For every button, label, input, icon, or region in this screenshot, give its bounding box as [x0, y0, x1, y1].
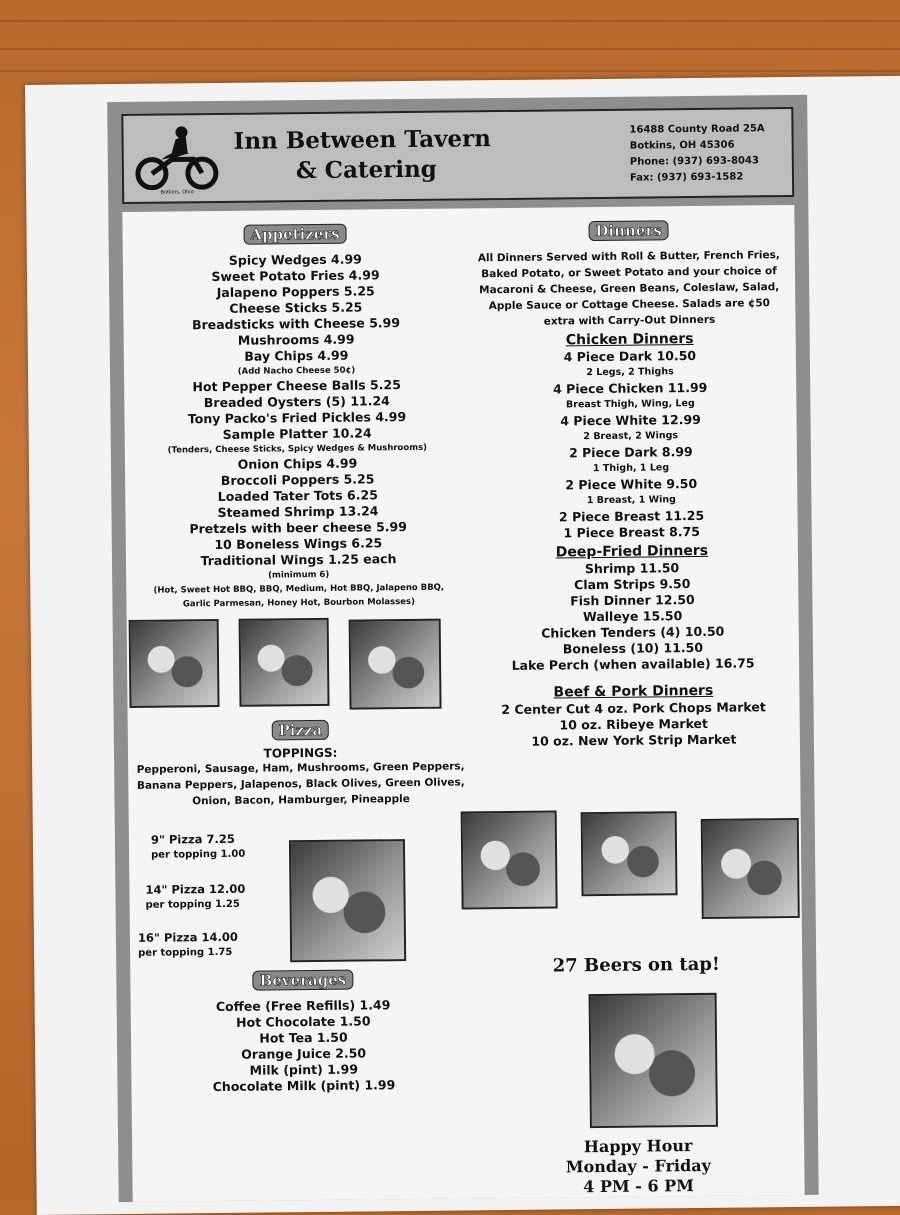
appetizer-photo-1 — [129, 619, 220, 708]
pizza-title: Pizza — [271, 720, 329, 741]
dinner-photo-3 — [701, 818, 800, 919]
appetizer-item: Bay Chips 4.99 — [244, 347, 349, 364]
deep-fried-dinner-item: Chicken Tenders (4) 10.50 — [541, 623, 725, 641]
beverage-item: Hot Chocolate 1.50 — [236, 1013, 371, 1030]
appetizer-item: Mushrooms 4.99 — [237, 331, 355, 348]
appetizer-item: Jalapeno Poppers 5.25 — [216, 283, 375, 301]
chicken-dinner-item: 1 Piece Breast 8.75 — [563, 523, 701, 541]
city: Botkins, OH 45306 — [629, 139, 735, 152]
appetizer-item: Loaded Tater Tots 6.25 — [217, 487, 378, 505]
appetizer-note: Garlic Parmesan, Honey Hot, Bourbon Molasses) — [182, 596, 416, 610]
menu-paper — [25, 76, 900, 1215]
deep-fried-title: Deep-Fried Dinners — [555, 542, 709, 561]
appetizers-title: Appetizers — [243, 224, 346, 245]
title-line-2: & Catering — [295, 155, 437, 185]
chicken-dinner-item: 4 Piece Dark 10.50 — [563, 347, 697, 365]
appetizer-item: Sweet Potato Fries 4.99 — [211, 267, 380, 285]
appetizer-item: Spicy Wedges 4.99 — [228, 251, 362, 268]
chicken-dinners-title: Chicken Dinners — [565, 331, 694, 349]
pizza-size-price: 16" Pizza 14.00 — [137, 929, 238, 945]
appetizer-item: Breadsticks with Cheese 5.99 — [191, 315, 401, 333]
dinners-title: Dinners — [588, 220, 669, 241]
dinners-description: All Dinners Served with Roll & Butter, French Fries, Baked Potato, or Sweet Potato and your choice of Macaroni & Cheese, Green Beans, Coleslaw, Salad, Apple Sauce or Cottage Cheese. Salads are ¢50 extra with Carry-Out Dinners — [477, 249, 780, 328]
left-column — [122, 208, 471, 1095]
pizza-topping-price: per topping 1.25 — [145, 898, 240, 911]
appetizer-photo-3 — [349, 619, 442, 710]
right-column — [462, 205, 800, 1197]
deep-fried-dinner-item: Walleye 15.50 — [582, 608, 683, 625]
deep-fried-dinner-item: Fish Dinner 12.50 — [570, 592, 695, 609]
beer-photo — [589, 993, 718, 1128]
menu-frame — [107, 95, 818, 1202]
dinner-photo-1 — [461, 810, 558, 909]
chicken-dinner-note: Breast Thigh, Wing, Leg — [565, 398, 695, 411]
pizza-photo — [289, 839, 406, 962]
appetizer-note: (Tenders, Cheese Sticks, Spicy Wedges & Mushrooms) — [167, 442, 428, 456]
beverage-item: Coffee (Free Refills) 1.49 — [215, 997, 391, 1015]
pizza-topping-price: per topping 1.00 — [151, 848, 246, 861]
beverages-list — [131, 996, 477, 1096]
chicken-dinner-item: 4 Piece White 12.99 — [560, 411, 701, 429]
chicken-dinner-note: 1 Breast, 1 Wing — [586, 494, 676, 507]
deep-fried-list — [466, 559, 799, 674]
contact-info — [629, 121, 780, 187]
appetizer-item: Sample Platter 10.24 — [222, 425, 372, 442]
chicken-dinner-item: 4 Piece Chicken 11.99 — [553, 379, 708, 397]
logo-caption: Botkins, Ohio — [160, 189, 194, 196]
chicken-dinner-item: 2 Piece Dark 8.99 — [568, 444, 693, 461]
restaurant-title — [233, 124, 491, 187]
pizza-size-price: 9" Pizza 7.25 — [150, 831, 235, 847]
beverage-item: Hot Tea 1.50 — [259, 1029, 348, 1046]
deep-fried-dinner-item: Clam Strips 9.50 — [574, 576, 691, 593]
appetizer-item: Traditional Wings 1.25 each — [200, 551, 397, 569]
pizza-size-row — [151, 831, 246, 864]
title-line-1: Inn Between Tavern — [233, 125, 492, 155]
menu-content — [122, 205, 804, 1202]
chicken-dinner-item: 2 Piece Breast 11.25 — [558, 507, 705, 525]
dinner-photo-2 — [581, 811, 678, 896]
fax: Fax: (937) 693-1582 — [629, 171, 744, 184]
deep-fried-dinner-item: Boneless (10) 11.50 — [562, 639, 704, 657]
appetizer-item: Hot Pepper Cheese Balls 5.25 — [192, 377, 401, 395]
happy-hour-title: Happy Hour — [583, 1136, 693, 1157]
appetizer-note: (minimum 6) — [268, 569, 330, 581]
pizza-size-row — [138, 929, 238, 962]
chicken-dinners-list — [464, 347, 798, 542]
happy-hour-time: 4 PM - 6 PM — [583, 1176, 694, 1197]
topping-line: Onion, Bacon, Hamburger, Pineapple — [192, 793, 410, 808]
appetizer-note: (Add Nacho Cheese 50¢) — [237, 365, 356, 377]
beef-pork-title: Beef & Pork Dinners — [553, 682, 714, 701]
phone: Phone: (937) 693-8043 — [629, 155, 759, 168]
appetizer-item: Breaded Oysters (5) 11.24 — [203, 393, 390, 411]
chicken-dinner-note: 2 Legs, 2 Thighs — [586, 366, 674, 379]
beverage-item: Chocolate Milk (pint) 1.99 — [212, 1077, 396, 1095]
deep-fried-dinner-item: Lake Perch (when available) 16.75 — [511, 655, 755, 673]
beef-pork-dinner-item: 2 Center Cut 4 oz. Pork Chops Market — [501, 699, 766, 718]
motorcycle-logo-icon — [131, 123, 222, 196]
chicken-dinner-item: 2 Piece White 9.50 — [565, 475, 698, 493]
chicken-dinner-note: 2 Breast, 2 Wings — [583, 430, 679, 443]
appetizer-item: Broccoli Poppers 5.25 — [220, 471, 375, 488]
menu-header — [121, 107, 794, 204]
happy-hour-days: Monday - Friday — [565, 1155, 711, 1177]
beef-pork-list — [467, 699, 799, 750]
appetizers-list — [123, 250, 472, 612]
appetizer-photo-2 — [239, 618, 330, 707]
appetizer-item: Steamed Shrimp 13.24 — [217, 503, 379, 521]
pizza-size-price: 14" Pizza 12.00 — [145, 881, 246, 897]
beverage-item: Milk (pint) 1.99 — [249, 1061, 359, 1078]
appetizer-item: Onion Chips 4.99 — [237, 455, 358, 472]
appetizer-item: Pretzels with beer cheese 5.99 — [189, 519, 407, 537]
deep-fried-dinner-item: Shrimp 11.50 — [584, 560, 680, 577]
toppings-label: TOPPINGS: — [263, 745, 338, 761]
address: 16488 County Road 25A — [629, 123, 765, 136]
appetizer-item: Cheese Sticks 5.25 — [229, 299, 363, 316]
beef-pork-dinner-item: 10 oz. New York Strip Market — [531, 731, 737, 749]
appetizer-note: (Hot, Sweet Hot BBQ, BBQ, Medium, Hot BBQ, Jalapeno BBQ, — [153, 582, 445, 596]
appetizer-item: 10 Boneless Wings 6.25 — [214, 535, 383, 553]
chicken-dinner-note: 1 Thigh, 1 Leg — [592, 462, 670, 475]
topping-line: Banana Peppers, Jalapenos, Black Olives, Green Olives, — [136, 776, 465, 792]
beverages-title: Beverages — [252, 970, 353, 991]
topping-line: Pepperoni, Sausage, Ham, Mushrooms, Green Peppers, — [136, 760, 465, 776]
toppings-list — [128, 758, 473, 810]
beef-pork-dinner-item: 10 oz. Ribeye Market — [559, 715, 709, 733]
beers-on-tap: 27 Beers on tap! — [552, 953, 720, 977]
pizza-size-row — [145, 881, 245, 914]
appetizer-item: Tony Packo's Fried Pickles 4.99 — [187, 409, 407, 427]
beverage-item: Orange Juice 2.50 — [241, 1045, 367, 1062]
pizza-topping-price: per topping 1.75 — [138, 946, 233, 959]
happy-hour — [472, 1135, 805, 1198]
